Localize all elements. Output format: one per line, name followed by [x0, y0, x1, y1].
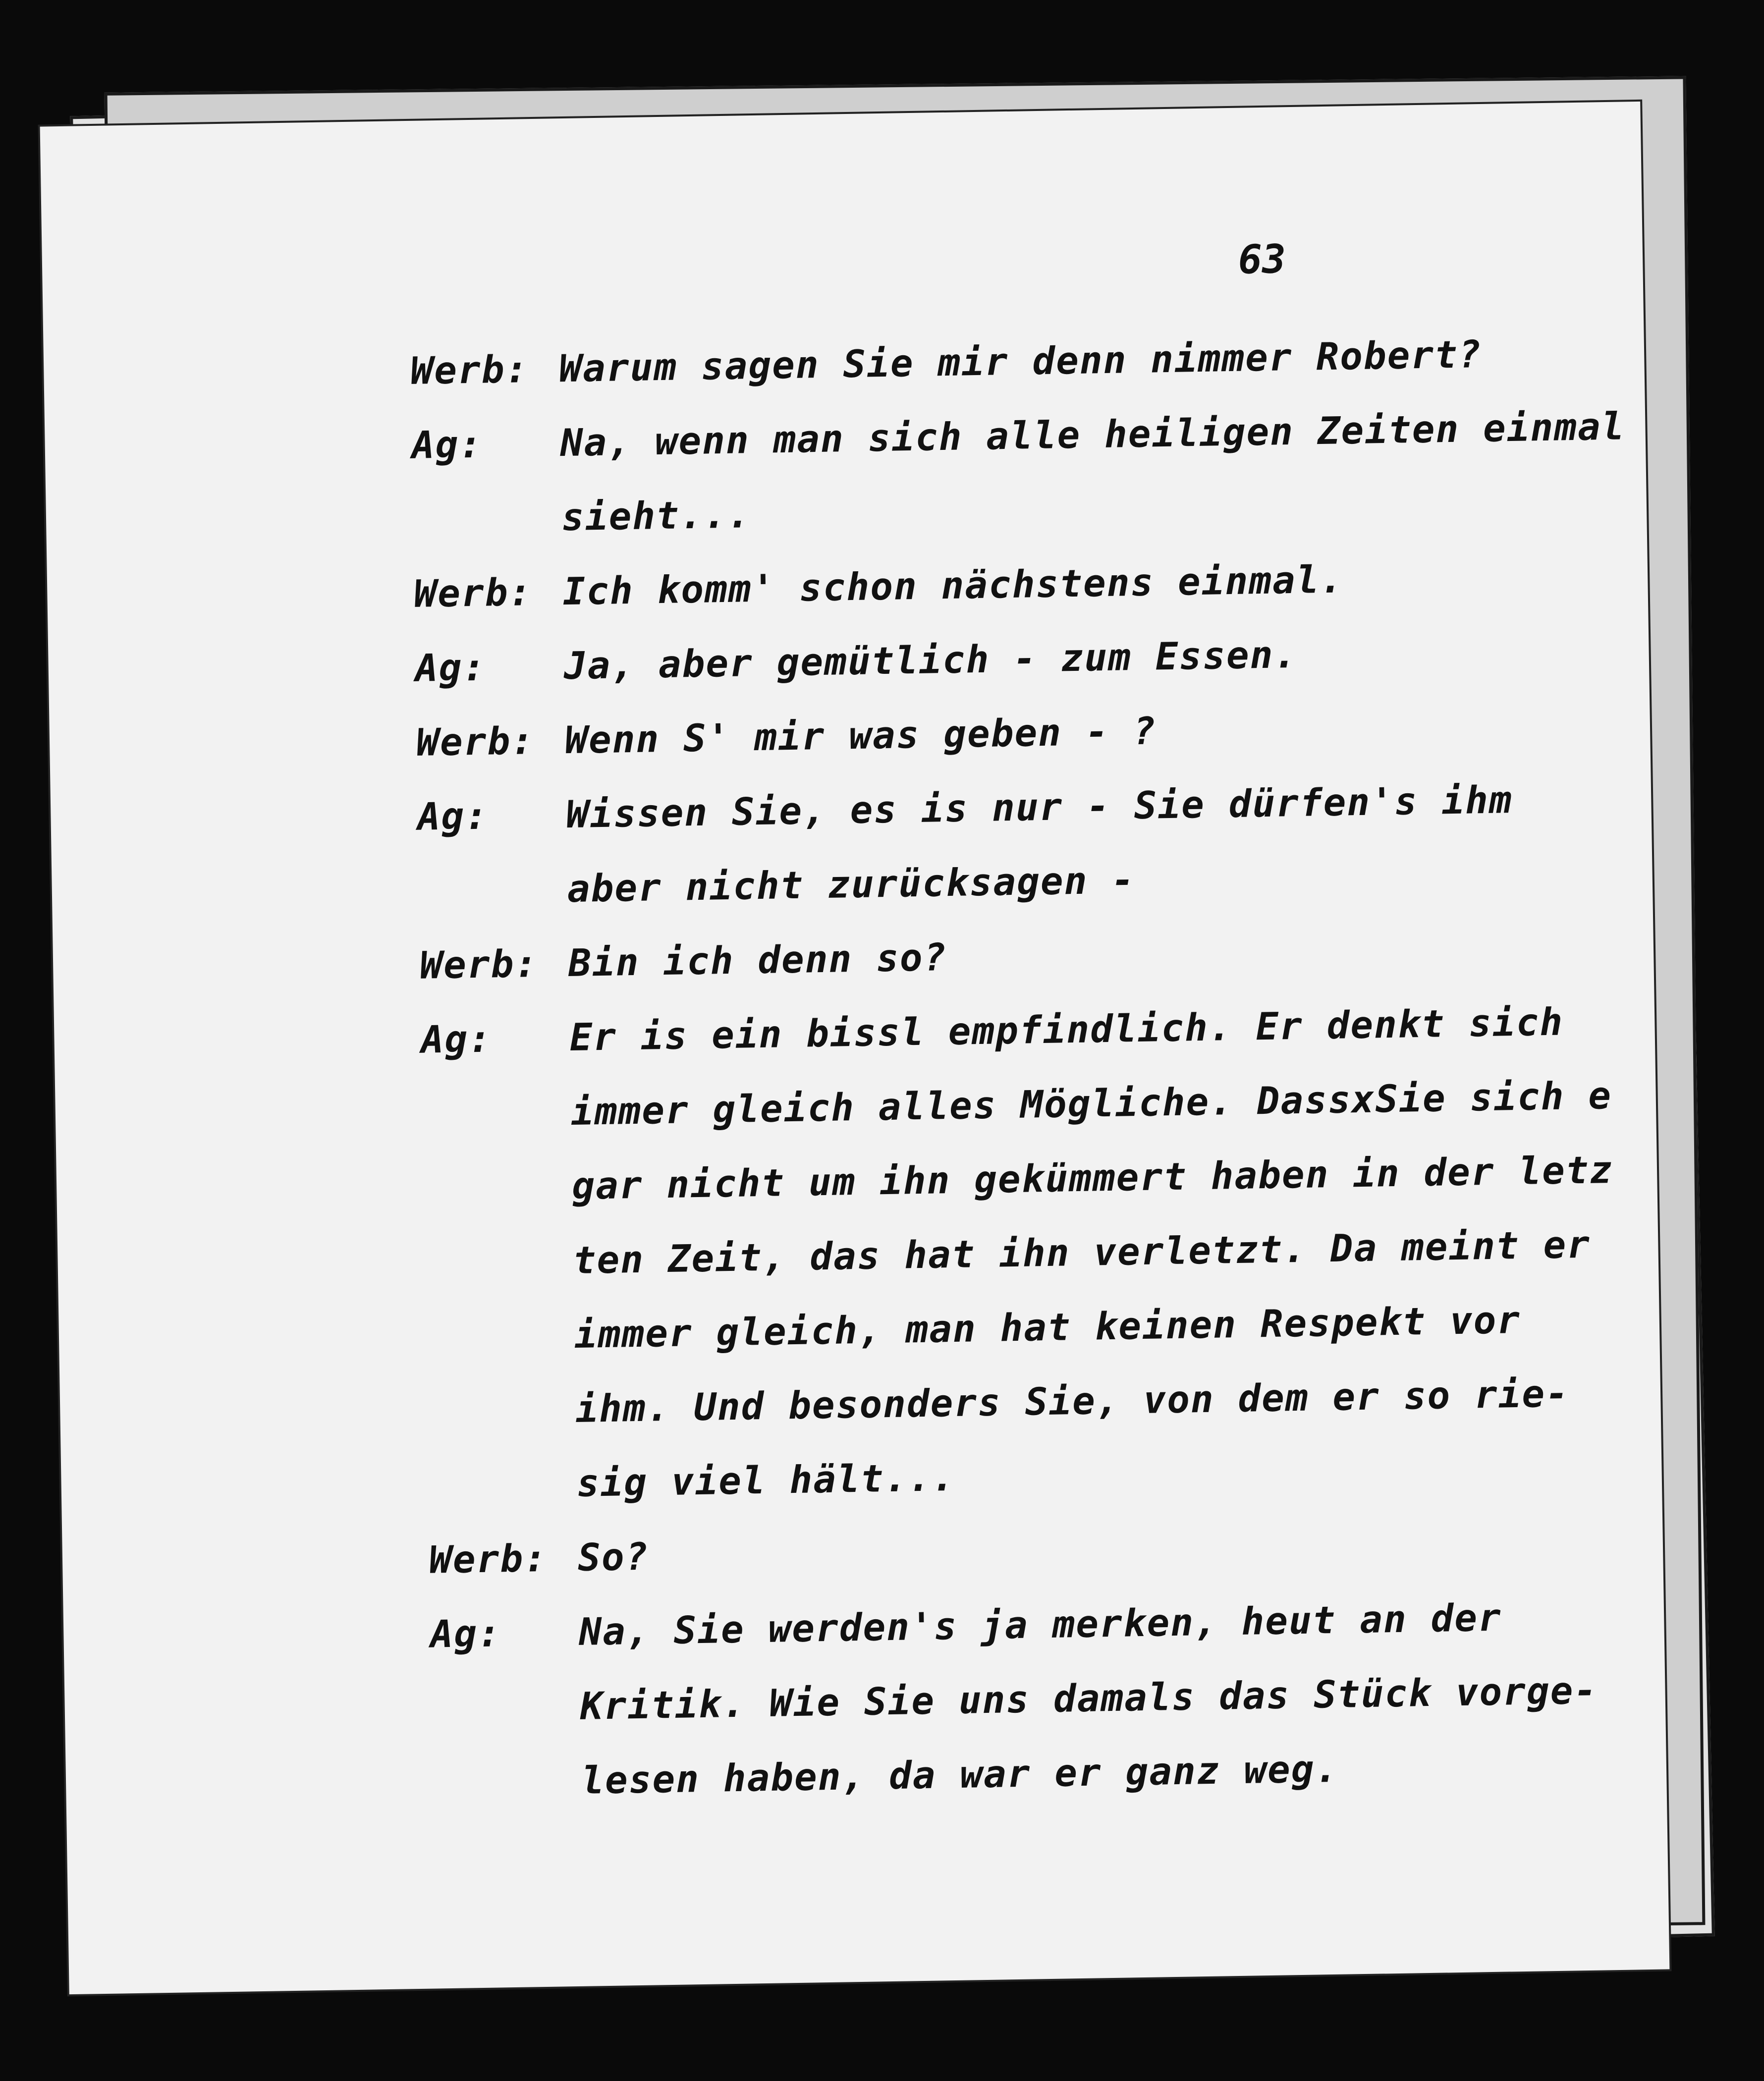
speaker-label: Ag:	[430, 1611, 502, 1656]
speaker-label: Werb:	[429, 1535, 548, 1582]
speech-text: gar nicht um ihn gekümmert haben in der letz	[571, 1147, 1614, 1208]
speech-text: Er is ein bissl empfindlich. Er denkt sich	[569, 999, 1564, 1060]
speaker-label: Ag:	[411, 422, 483, 467]
speech-text: lesen haben, da war er ganz weg.	[581, 1746, 1339, 1803]
speech-text: Bin ich denn so?	[568, 935, 947, 986]
speech-text: ten Zeit, das hat ihn verletzt. Da meint er	[572, 1222, 1591, 1282]
speech-text: Kritik. Wie Sie uns damals das Stück vorge-	[580, 1668, 1598, 1728]
speech-text: sieht...	[561, 492, 751, 540]
speech-text: immer gleich, man hat keinen Respekt vor	[574, 1297, 1521, 1357]
speech-text: So?	[577, 1534, 650, 1580]
speaker-label: Ag:	[417, 793, 489, 839]
speaker-label	[428, 1446, 577, 1523]
speaker-label	[431, 1669, 581, 1746]
speech-text: Wissen Sie, es is nur - Sie dürfen's ihm	[565, 777, 1513, 837]
speech-text: Ja, aber gemütlich - zum Essen.	[563, 632, 1298, 688]
speaker-label	[422, 1075, 571, 1151]
speech-text: Na, wenn man sich alle heiligen Zeiten einmal	[560, 404, 1626, 465]
speaker-label	[426, 1372, 576, 1449]
speaker-label: Werb:	[416, 718, 535, 765]
speaker-label: Ag:	[420, 1016, 493, 1062]
dialogue-block	[410, 315, 1662, 1820]
bleed-through-text	[419, 241, 1568, 259]
speaker-label	[412, 480, 562, 557]
speaker-label	[424, 1223, 574, 1300]
speech-text: Na, Sie werden's ja merken, heut an der	[578, 1595, 1502, 1654]
speaker-label	[425, 1298, 575, 1374]
page-number: 63	[1238, 236, 1286, 283]
speaker-label	[423, 1149, 572, 1226]
speech-text: ihm. Und besonders Sie, von dem er so rie-	[575, 1371, 1570, 1431]
speech-text: Warum sagen Sie mir denn nimmer Robert?	[558, 331, 1483, 391]
speaker-label: Ag:	[415, 645, 487, 690]
typewritten-page	[40, 102, 1670, 1994]
speech-text: Ich komm' schon nächstens einmal.	[562, 557, 1344, 614]
speaker-label: Werb:	[413, 570, 533, 616]
speech-text: sig viel hält...	[576, 1455, 956, 1505]
speech-text: Wenn S' mir was geben - ?	[564, 709, 1157, 763]
speaker-label: Werb:	[410, 347, 529, 393]
speech-text: aber nicht zurücksagen -	[567, 858, 1136, 911]
speech-text: immer gleich alles Mögliche. DassxSie sich e	[570, 1073, 1612, 1134]
speaker-label	[418, 852, 568, 929]
speaker-label	[432, 1744, 582, 1820]
speaker-label: Werb:	[419, 941, 539, 987]
